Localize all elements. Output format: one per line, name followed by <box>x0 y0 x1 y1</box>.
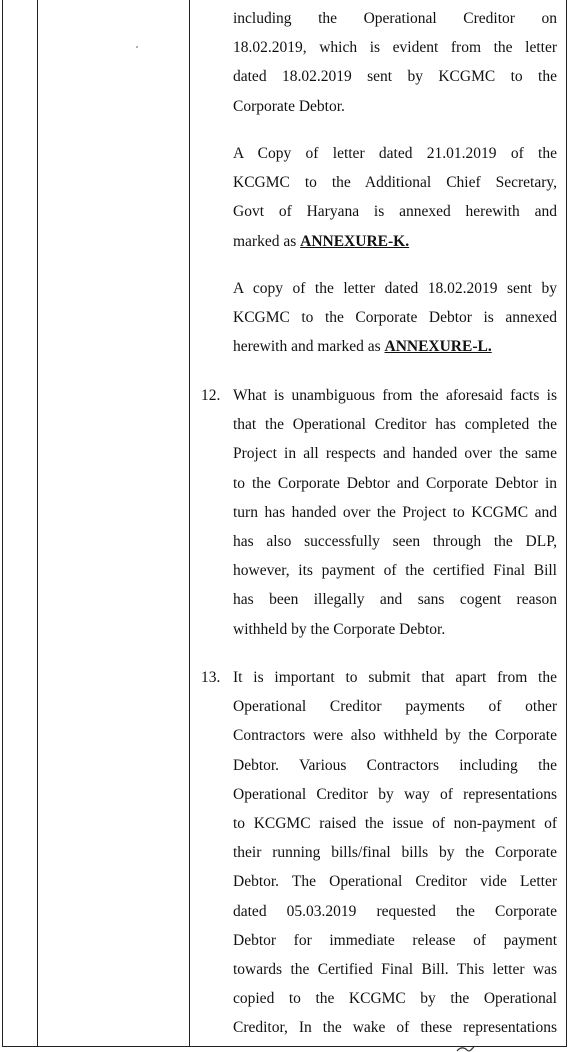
paragraph-12 <box>233 381 557 644</box>
text-line <box>233 227 557 256</box>
text-line: that the Operational Creditor has completed the <box>233 416 557 434</box>
paragraph-13 <box>233 663 557 1043</box>
text-line: Debtor. Various Contractors including the <box>233 756 557 774</box>
paragraph-annexure-l <box>233 274 557 362</box>
text-line: Operational Creditor payments of other <box>233 698 557 716</box>
text-line: What is unambiguous from the aforesaid facts is <box>233 387 557 404</box>
text-line: however, its payment of the certified Final Bill <box>233 562 557 580</box>
paragraph-annexure-k <box>233 139 557 256</box>
text-line: Contractors were also withheld by the Corporate <box>233 727 557 745</box>
text-line: Debtor. The Operational Creditor vide Letter <box>233 873 557 891</box>
text-line: turn has handed over the Project to KCGMC and <box>233 503 557 521</box>
paragraph-number-12: 12. <box>201 387 221 404</box>
text-line: KCGMC to the Corporate Debtor is annexed <box>233 309 557 327</box>
text-line: Operational Creditor by way of representations <box>233 785 557 803</box>
handwritten-mark <box>455 1046 475 1052</box>
annexure-l-label: ANNEXURE-L. <box>384 338 492 356</box>
text-line: dated 18.02.2019 sent by KCGMC to the <box>233 68 557 86</box>
table-border-right <box>566 0 567 1046</box>
table-column-divider-1 <box>37 0 38 1046</box>
text-line: has also successfully seen through the DLP, <box>233 533 557 551</box>
text-line: dated 05.03.2019 requested the Corporate <box>233 902 557 920</box>
table-column-divider-2 <box>189 0 190 1046</box>
text-line: Debtor for immediate release of payment <box>233 931 557 949</box>
text-line: copied to the KCGMC by the Operational <box>233 990 557 1008</box>
text-line: Govt of Haryana is annexed herewith and <box>233 203 557 221</box>
text-line: A copy of the letter dated 18.02.2019 sent by <box>233 280 557 297</box>
text-line: withheld by the Corporate Debtor. <box>233 620 446 638</box>
text-line: has been illegally and sans cogent reason <box>233 591 557 609</box>
text-fragment: herewith and marked as <box>233 338 385 356</box>
table-bottom-border <box>2 1046 567 1047</box>
text-line <box>233 332 557 361</box>
text-line: to the Corporate Debtor and Corporate Debtor in <box>233 474 557 492</box>
table-border-left <box>2 0 3 1046</box>
text-line: Project in all respects and handed over the same <box>233 445 557 463</box>
text-line: 18.02.2019, which is evident from the letter <box>233 39 557 57</box>
text-line: KCGMC to the Additional Chief Secretary, <box>233 174 557 192</box>
text-line: Creditor, In the wake of these representations <box>233 1019 557 1037</box>
text-line: It is important to submit that apart from the <box>233 669 557 686</box>
text-line: A Copy of letter dated 21.01.2019 of the <box>233 145 557 162</box>
paragraph-continued <box>233 4 557 121</box>
paragraph-number-13: 13. <box>201 669 221 686</box>
annexure-k-label: ANNEXURE-K. <box>300 232 410 250</box>
scan-speck <box>136 46 138 48</box>
text-line: Corporate Debtor. <box>233 97 345 115</box>
text-line: their running bills/final bills by the Corporate <box>233 844 557 862</box>
text-line: to KCGMC raised the issue of non-payment of <box>233 815 557 833</box>
text-line: including the Operational Creditor on <box>233 10 557 27</box>
text-fragment: marked as <box>233 232 301 250</box>
text-line: towards the Certified Final Bill. This letter was <box>233 961 557 979</box>
